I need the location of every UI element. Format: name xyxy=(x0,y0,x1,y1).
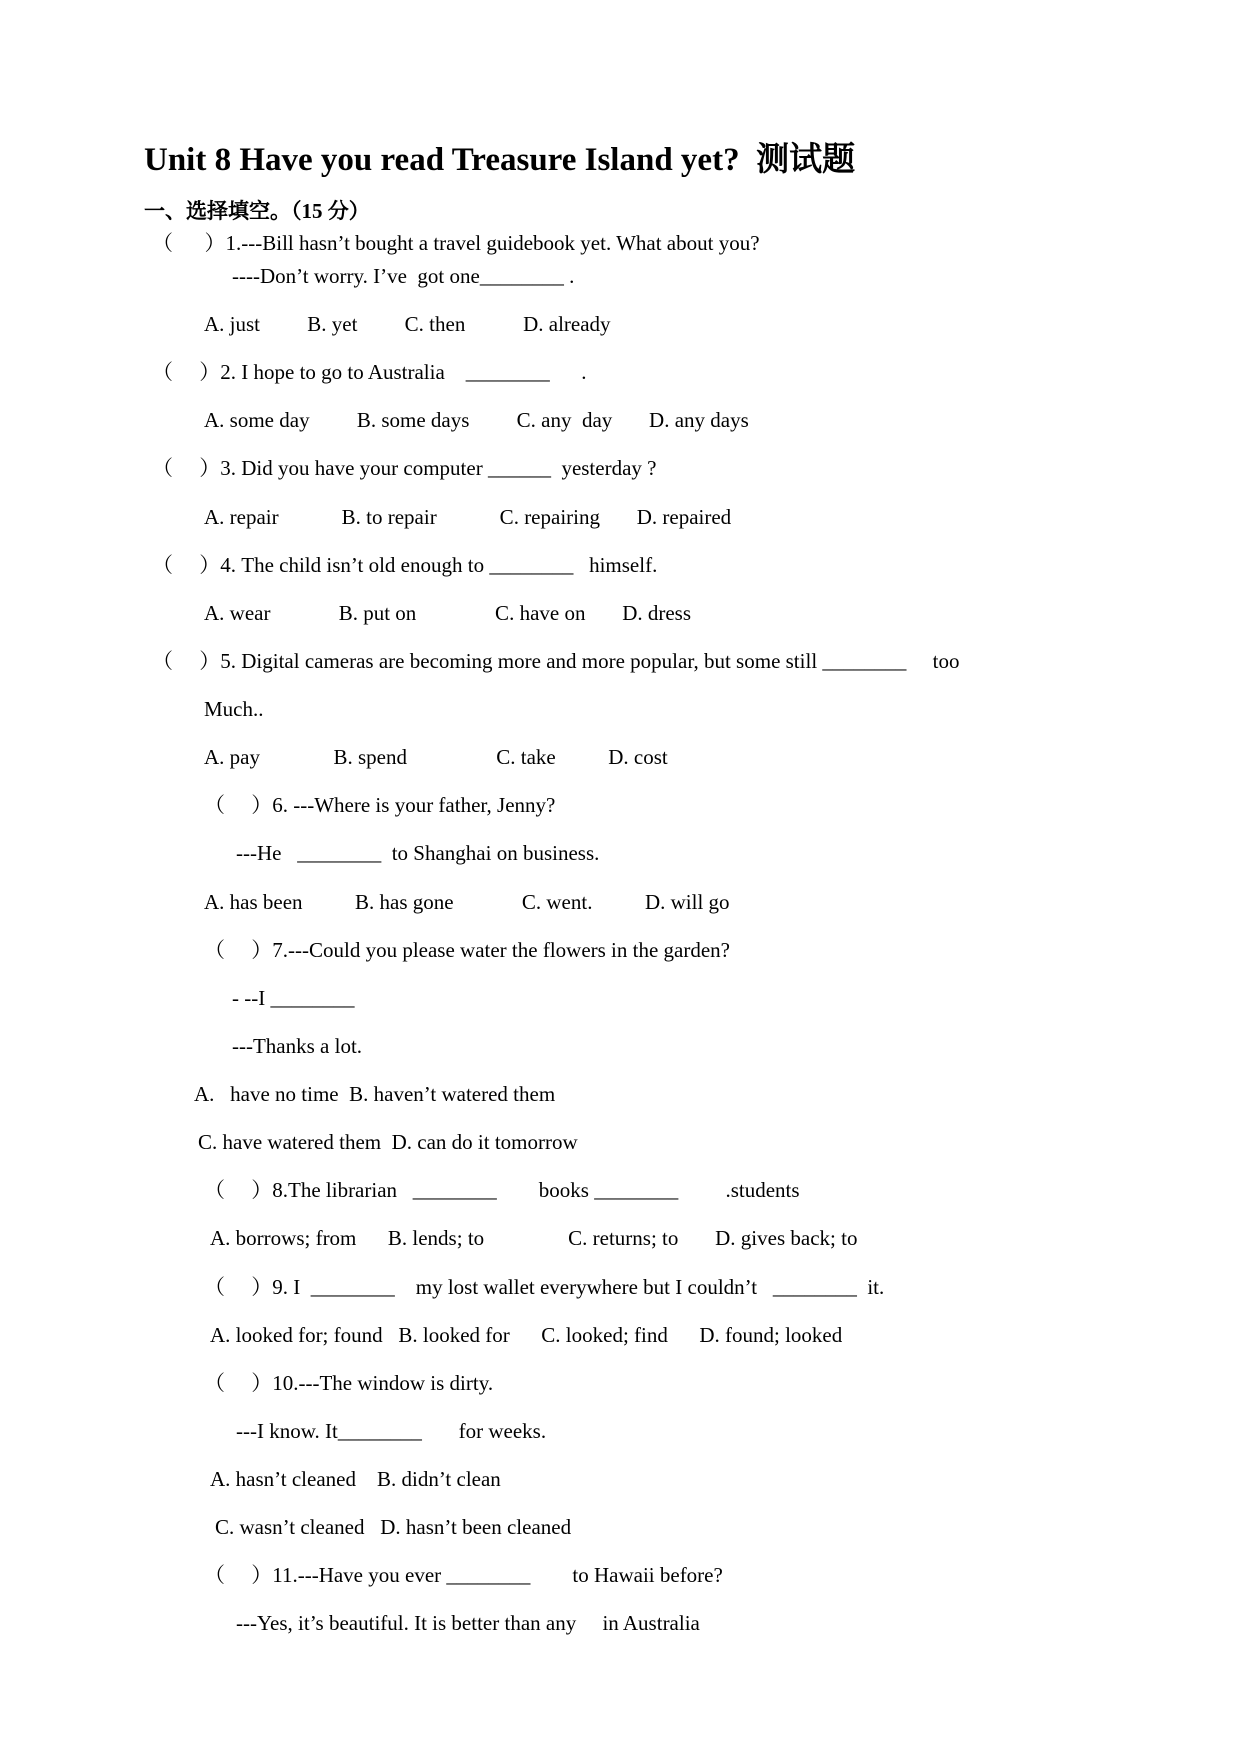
question-line: （ ）6. ---Where is your father, Jenny? xyxy=(204,793,556,817)
question-line: （ ）3. Did you have your computer ______ yesterday ? xyxy=(152,456,657,480)
question-line: （ ）4. The child isn’t old enough to ________ himself. xyxy=(152,553,658,577)
question-line: ---He ________ to Shanghai on business. xyxy=(236,841,600,865)
question-line: ---I know. It________ for weeks. xyxy=(236,1419,547,1443)
question-line: A. has been B. has gone C. went. D. will go xyxy=(204,890,730,914)
question-line: - --I ________ xyxy=(232,986,355,1010)
question-line: A. looked for; found B. looked for C. looked; find D. found; looked xyxy=(210,1323,843,1347)
question-line: （ ）5. Digital cameras are becoming more and more popular, but some still ________ too xyxy=(152,649,960,673)
question-line: （ ）8.The librarian ________ books ________ .students xyxy=(204,1178,800,1202)
question-line: A. repair B. to repair C. repairing D. repaired xyxy=(204,505,732,529)
question-line: C. wasn’t cleaned D. hasn’t been cleaned xyxy=(215,1515,572,1539)
question-line: A. hasn’t cleaned B. didn’t clean xyxy=(210,1467,501,1491)
question-line: ---Yes, it’s beautiful. It is better than any in Australia xyxy=(236,1611,700,1635)
question-line: （ ）9. I ________ my lost wallet everywhere but I couldn’t ________ it. xyxy=(204,1275,885,1299)
question-line: A. wear B. put on C. have on D. dress xyxy=(204,601,692,625)
question-line: （ ）10.---The window is dirty. xyxy=(204,1371,494,1395)
question-line: A. just B. yet C. then D. already xyxy=(204,312,611,336)
question-line: C. have watered them D. can do it tomorrow xyxy=(198,1130,578,1154)
question-line: （ ）7.---Could you please water the flowers in the garden? xyxy=(204,938,731,962)
question-line: ---Thanks a lot. xyxy=(232,1034,363,1058)
question-line: （ ）11.---Have you ever ________ to Hawaii before? xyxy=(204,1563,723,1587)
question-line: （ ）1.---Bill hasn’t bought a travel guidebook yet. What about you? xyxy=(152,231,760,255)
question-line: （ ）2. I hope to go to Australia ________ . xyxy=(152,360,587,384)
question-line: A. some day B. some days C. any day D. any days xyxy=(204,408,749,432)
question-line: A. have no time B. haven’t watered them xyxy=(194,1082,556,1106)
question-line: A. pay B. spend C. take D. cost xyxy=(204,745,668,769)
section-heading: 一、选择填空。（15 分） xyxy=(144,199,370,223)
question-line: ----Don’t worry. I’ve got one________ . xyxy=(232,264,575,288)
question-line: A. borrows; from B. lends; to C. returns; to D. gives back; to xyxy=(210,1226,858,1250)
question-line: Much.. xyxy=(204,697,264,721)
page-title: Unit 8 Have you read Treasure Island yet? 测试题 xyxy=(144,142,856,178)
